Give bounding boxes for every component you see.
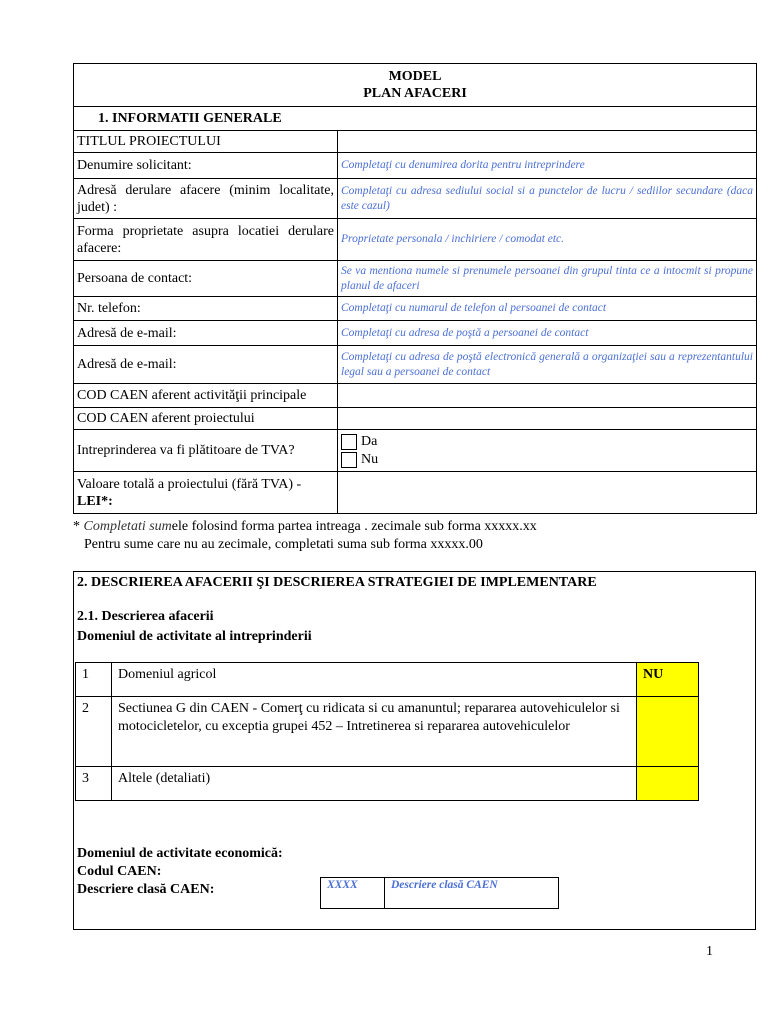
footnote: [73, 518, 756, 554]
footnote-rest: ele folosind forma partea intreaga . zecimale sub forma xxxxx.xx: [171, 519, 537, 534]
domain-num: 3: [76, 767, 112, 801]
row-label: Adresă de e-mail:: [74, 321, 338, 346]
lei-label: LEI*:: [77, 493, 113, 509]
title-plan-afaceri: PLAN AFACERI: [363, 86, 467, 101]
domain-text: Sectiunea G din CAEN - Comerţ cu ridicata si cu amanuntul; repararea autovehiculelor si motocicletelor, cu exceptia grupei 452 – Intretinerea si repararea autovehiculelor: [112, 697, 637, 767]
total-value-label: [74, 472, 338, 514]
row-label: COD CAEN aferent proiectului: [74, 408, 338, 430]
caen-table: [320, 877, 559, 909]
section1-heading: 1. INFORMATII GENERALE: [74, 107, 757, 131]
caen-main-field[interactable]: [338, 384, 757, 408]
ownership-form-field[interactable]: Proprietate personala / inchiriere / comodat etc.: [338, 219, 757, 261]
checkbox-nu[interactable]: [341, 452, 357, 468]
page-number: 1: [706, 944, 713, 959]
row-label: COD CAEN aferent activităţii principale: [74, 384, 338, 408]
caen-desc-field[interactable]: Descriere clasă CAEN: [385, 878, 559, 909]
domain-num: 2: [76, 697, 112, 767]
domain-answer-cell[interactable]: [637, 767, 699, 801]
tva-option-da[interactable]: [341, 433, 753, 451]
tva-option-nu[interactable]: [341, 451, 753, 469]
section2-subheading: 2.1. Descrierea afacerii: [77, 609, 214, 624]
section2-heading: 2. DESCRIEREA AFACERII ŞI DESCRIEREA STRATEGIEI DE IMPLEMENTARE: [77, 575, 597, 590]
tva-label: Intreprinderea va fi plătitoare de TVA?: [74, 430, 338, 472]
option-label: Da: [361, 434, 378, 449]
checkbox-da[interactable]: [341, 434, 357, 450]
contact-person-field[interactable]: Se va mentiona numele si prenumele persoanei din grupul tinta ce a intocmit si propune planul de afaceri: [338, 261, 757, 297]
row-label: Nr. telefon:: [74, 297, 338, 321]
email-field[interactable]: Completaţi cu adresa de poştă a persoanei de contact: [338, 321, 757, 346]
domain-answer-cell[interactable]: [637, 697, 699, 767]
general-info-table: [73, 63, 757, 514]
domain-text: Altele (detaliati): [112, 767, 637, 801]
activity-domain-heading: Domeniul de activitate al intreprinderii: [77, 629, 312, 644]
row-label: Adresă derulare afacere (minim localitate, judet) :: [74, 179, 338, 219]
total-value-field[interactable]: [338, 472, 757, 514]
project-title-field[interactable]: [338, 131, 757, 153]
total-value-text: Valoare totală a proiectului (fără TVA) -: [77, 476, 302, 492]
activity-domain-table: [75, 662, 699, 801]
row-label: Forma proprietate asupra locatiei derulare afacere:: [74, 219, 338, 261]
footnote-star: *: [73, 519, 84, 534]
caen-code-label: Codul CAEN:: [77, 864, 162, 879]
applicant-name-field[interactable]: Completaţi cu denumirea dorita pentru intreprindere: [338, 153, 757, 179]
tva-options: [338, 430, 757, 472]
row-label: Persoana de contact:: [74, 261, 338, 297]
phone-field[interactable]: Completaţi cu numarul de telefon al persoanei de contact: [338, 297, 757, 321]
row-label: Adresă de e-mail:: [74, 346, 338, 384]
footnote-line2: Pentru sume care nu au zecimale, completati suma sub forma xxxxx.00: [84, 537, 483, 552]
domain-num: 1: [76, 663, 112, 697]
business-address-field[interactable]: Completaţi cu adresa sediului social si a punctelor de lucru / sediilor secundare (daca este cazul): [338, 179, 757, 219]
domain-answer-cell[interactable]: NU: [637, 663, 699, 697]
option-label: Nu: [361, 452, 379, 467]
row-label: TITLUL PROIECTULUI: [74, 131, 338, 153]
general-email-field[interactable]: Completaţi cu adresa de poştă electronică generală a organizaţiei sau a reprezentantului legal sau a persoanei de contact: [338, 346, 757, 384]
title-model: MODEL: [388, 69, 442, 84]
domain-text: Domeniul agricol: [112, 663, 637, 697]
document-title: [74, 64, 757, 107]
caen-code-field[interactable]: XXXX: [321, 878, 385, 909]
economic-domain-label: Domeniul de activitate economică:: [77, 846, 283, 861]
caen-desc-label: Descriere clasă CAEN:: [77, 882, 215, 897]
economic-domain-labels: [77, 845, 283, 899]
caen-project-field[interactable]: [338, 408, 757, 430]
footnote-italic: Completati sum: [83, 519, 172, 534]
row-label: Denumire solicitant:: [74, 153, 338, 179]
